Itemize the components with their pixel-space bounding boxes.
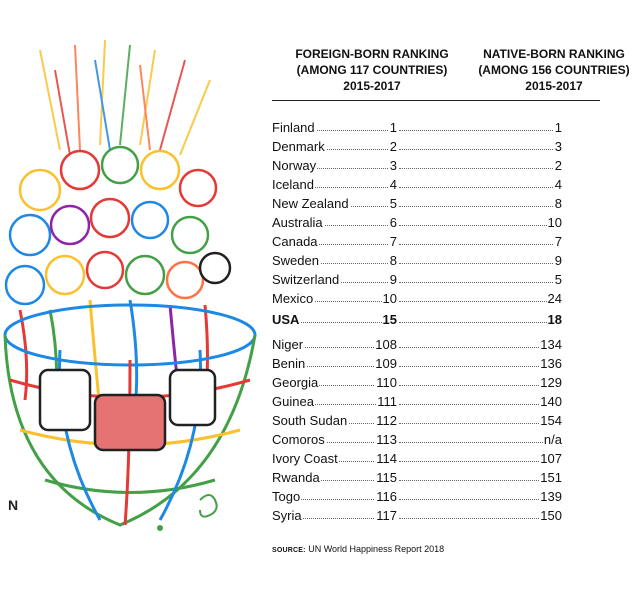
native-born-rank: 7 <box>554 234 562 249</box>
dot-leader <box>399 187 559 188</box>
dot-leader <box>399 244 559 245</box>
radiating-strokes <box>40 40 210 155</box>
dot-leader <box>399 442 559 443</box>
crowd-globe-illustration <box>0 40 260 560</box>
foreign-born-rank: 111 <box>377 394 397 409</box>
dot-leader <box>399 130 559 131</box>
artist-signature: N <box>8 497 19 513</box>
table-row <box>272 411 572 430</box>
country-name: Guinea <box>272 394 314 409</box>
foreign-born-rank: 15 <box>382 312 397 327</box>
foreign-born-rank: 5 <box>389 196 397 211</box>
country-name: New Zealand <box>272 196 349 211</box>
dot-leader <box>399 322 559 323</box>
foreign-born-subtitle: (AMONG 117 COUNTRIES) <box>296 63 448 77</box>
table-row <box>272 137 572 156</box>
native-born-rank: 24 <box>547 291 562 306</box>
native-born-rank: 5 <box>554 272 562 287</box>
foreign-born-years: 2015-2017 <box>343 79 401 93</box>
native-born-rank: 2 <box>554 158 562 173</box>
table-row <box>272 487 572 506</box>
foreign-born-rank: 110 <box>376 375 397 390</box>
foreign-born-header <box>272 46 472 94</box>
country-name: Canada <box>272 234 318 249</box>
table-row <box>272 430 572 449</box>
native-born-rank: 150 <box>540 508 562 523</box>
foreign-born-rank: 115 <box>376 470 397 485</box>
table-row <box>272 335 572 354</box>
header-rule <box>272 100 600 101</box>
dot-leader <box>399 385 559 386</box>
table-row <box>272 194 572 213</box>
dot-leader <box>399 225 559 226</box>
table-row <box>272 270 572 289</box>
country-name: Georgia <box>272 375 319 390</box>
table-row <box>272 213 572 232</box>
country-name: Mexico <box>272 291 314 306</box>
stray-dot <box>157 525 163 531</box>
table-row <box>272 468 572 487</box>
native-born-rank: 107 <box>540 451 562 466</box>
foreign-born-rank: 2 <box>389 139 397 154</box>
table-row <box>272 251 572 270</box>
table-row <box>272 289 572 308</box>
native-born-rank: 140 <box>540 394 562 409</box>
dot-leader <box>399 518 559 519</box>
native-born-rank: 154 <box>540 413 562 428</box>
native-born-rank: 4 <box>554 177 562 192</box>
country-name: Norway <box>272 158 317 173</box>
country-name: Niger <box>272 337 304 352</box>
table-row <box>272 118 572 137</box>
native-born-rank: 10 <box>547 215 562 230</box>
country-name: Syria <box>272 508 302 523</box>
foreign-born-rank: 8 <box>389 253 397 268</box>
foreign-born-rank: 113 <box>376 432 397 447</box>
dot-leader <box>399 168 559 169</box>
happiness-ranking-table <box>272 46 630 566</box>
dot-leader <box>399 282 559 283</box>
dot-leader <box>399 499 559 500</box>
dot-leader <box>399 404 559 405</box>
country-name: Australia <box>272 215 323 230</box>
country-name: Comoros <box>272 432 325 447</box>
table-row <box>272 232 572 251</box>
swirl-doodle <box>200 495 217 517</box>
country-name: South Sudan <box>272 413 348 428</box>
table-row-usa <box>272 310 572 329</box>
source-note <box>272 544 444 554</box>
dot-leader <box>399 347 559 348</box>
native-born-rank: 134 <box>540 337 562 352</box>
dot-leader <box>399 480 559 481</box>
foreign-born-rank: 114 <box>376 451 397 466</box>
country-name: Finland <box>272 120 315 135</box>
native-born-rank: 3 <box>554 139 562 154</box>
country-name: USA <box>272 312 300 327</box>
dot-leader <box>399 263 559 264</box>
ranking-rows <box>272 118 572 525</box>
source-label: SOURCE: <box>272 547 306 554</box>
native-born-rank: 8 <box>554 196 562 211</box>
native-born-rank: n/a <box>543 432 562 447</box>
foreign-born-rank: 116 <box>376 489 397 504</box>
foreign-born-rank: 112 <box>376 413 397 428</box>
dot-leader <box>399 423 559 424</box>
foreign-born-rank: 6 <box>389 215 397 230</box>
table-row <box>272 506 572 525</box>
foreign-born-rank: 10 <box>382 291 397 306</box>
native-born-subtitle: (AMONG 156 COUNTRIES) <box>478 63 630 77</box>
dot-leader <box>399 301 559 302</box>
foreign-born-rank: 7 <box>389 234 397 249</box>
foreign-born-rank: 108 <box>375 337 397 352</box>
foreign-born-rank: 4 <box>389 177 397 192</box>
native-born-title: NATIVE-BORN RANKING <box>483 47 625 61</box>
native-born-rank: 18 <box>547 312 562 327</box>
foreign-born-rank: 109 <box>375 356 397 371</box>
table-row <box>272 175 572 194</box>
dot-leader <box>399 206 559 207</box>
country-name: Benin <box>272 356 306 371</box>
native-born-header <box>470 46 638 94</box>
native-born-years: 2015-2017 <box>525 79 583 93</box>
foreign-born-rank: 1 <box>389 120 397 135</box>
country-name: Rwanda <box>272 470 320 485</box>
native-born-rank: 129 <box>540 375 562 390</box>
dot-leader <box>399 461 559 462</box>
table-row <box>272 156 572 175</box>
country-name: Sweden <box>272 253 319 268</box>
foreign-born-rank: 9 <box>389 272 397 287</box>
table-row <box>272 449 572 468</box>
native-born-rank: 139 <box>540 489 562 504</box>
native-born-rank: 136 <box>540 356 562 371</box>
crowd-faces <box>6 147 230 304</box>
foreign-born-rank: 117 <box>376 508 397 523</box>
native-born-rank: 151 <box>540 470 562 485</box>
country-name: Iceland <box>272 177 314 192</box>
table-row <box>272 354 572 373</box>
foreign-born-rank: 3 <box>389 158 397 173</box>
native-born-rank: 9 <box>554 253 562 268</box>
table-row <box>272 392 572 411</box>
country-name: Switzerland <box>272 272 340 287</box>
native-born-rank: 1 <box>554 120 562 135</box>
dot-leader <box>399 149 559 150</box>
table-row <box>272 373 572 392</box>
country-name: Togo <box>272 489 301 504</box>
country-name: Denmark <box>272 139 325 154</box>
source-text: UN World Happiness Report 2018 <box>308 544 445 554</box>
foreign-born-title: FOREIGN-BORN RANKING <box>295 47 449 61</box>
country-name: Ivory Coast <box>272 451 338 466</box>
dot-leader <box>399 366 559 367</box>
